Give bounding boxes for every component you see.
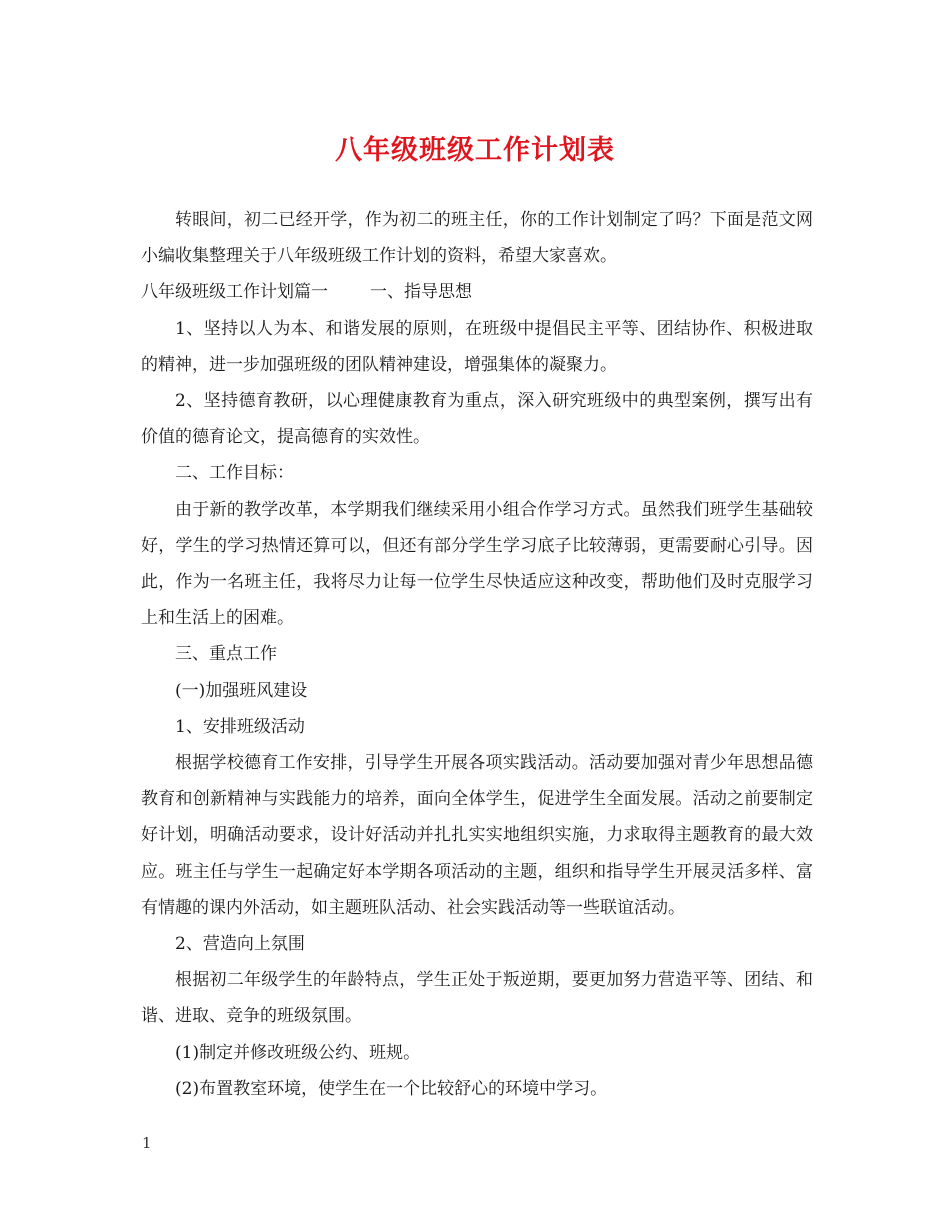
document-title: 八年级班级工作计划表 [335,135,615,166]
intro-paragraph: 转眼间，初二已经开学，作为初二的班主任，你的工作计划制定了吗？下面是范文网小编收集整理关于八年级班级工作计划的资料，希望大家喜欢。 [141,210,813,267]
section-heading: 一、指导思想 [370,282,472,303]
subheading: 1、安排班级活动 [175,716,305,737]
body-paragraph: 根据初二年级学生的年龄特点，学生正处于叛逆期，要更加努力营造平等、团结、和谐、进取、竞争的班级氛围。 [141,970,813,1027]
body-paragraph: 根据学校德育工作安排，引导学生开展各项实践活动。活动要加强对青少年思想品德教育和创新精神与实践能力的培养，面向全体学生，促进学生全面发展。活动之前要制定好计划，明确活动要求，设计好活动并扎扎实实地组织实施，力求取得主题教育的最大效应。班主任与学生一起确定好本学期各项活动的主题，组织和指导学生开展灵活多样、富有情趣的课内外活动，如主题班队活动、社会实践活动等一些联谊活动。 [141,753,813,918]
body-paragraph: 2、坚持德育教研，以心理健康教育为重点，深入研究班级中的典型案例，撰写出有价值的德育论文，提高德育的实效性。 [141,391,813,448]
subheading: (一)加强班风建设 [175,680,308,701]
list-item: (2)布置教室环境，使学生在一个比较舒心的环境中学习。 [175,1078,608,1099]
body-paragraph: 1、坚持以人为本、和谐发展的原则，在班级中提倡民主平等、团结协作、积极进取的精神，进一步加强班级的团队精神建设，增强集体的凝聚力。 [141,318,813,375]
subheading: 2、营造向上氛围 [175,934,305,955]
subheading: 二、工作目标： [175,463,294,484]
section-label: 八年级班级工作计划篇一 [141,282,328,303]
document-body [141,202,813,1107]
subheading: 三、重点工作 [175,644,277,665]
body-paragraph: 由于新的教学改革，本学期我们继续采用小组合作学习方式。虽然我们班学生基础较好，学生的学习热情还算可以，但还有部分学生学习底子比较薄弱，更需要耐心引导。因此，作为一名班主任，我将尽力让每一位学生尽快适应这种改变，帮助他们及时克服学习上和生活上的困难。 [141,499,813,629]
list-item: (1)制定并修改班级公约、班规。 [175,1042,421,1063]
section-line [141,274,813,310]
page-number: 1 [142,1134,152,1152]
